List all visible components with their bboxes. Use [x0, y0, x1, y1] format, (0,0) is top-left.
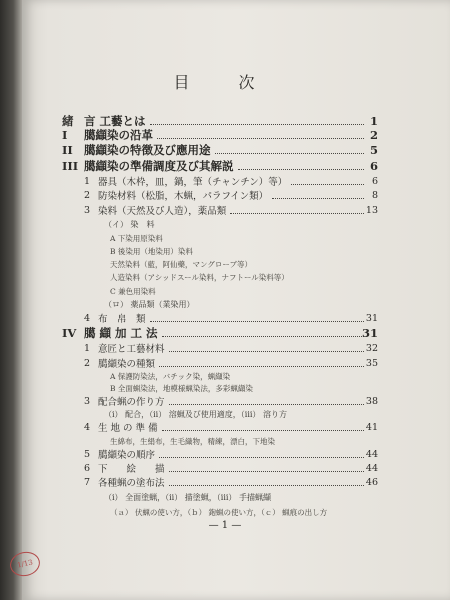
toc-entry [0, 505, 450, 519]
toc-entry-label: B 全面蝋染法，地模様蝋染法，多彩蝋纈染 [110, 383, 253, 393]
toc-entry-page: 2 [369, 128, 378, 142]
toc-entry-label: 器具（木枠，皿，鍋，筆（チャンチン）等） [98, 177, 288, 188]
toc-entry-page: 44 [365, 448, 378, 460]
dot-leader [159, 450, 364, 458]
dot-leader [238, 162, 365, 170]
toc-entry-label: 生綿布，生絹布，生毛織物，精練，漂白，下地染 [110, 436, 275, 446]
toc-entry [0, 394, 450, 408]
toc-entry-number: 2 [84, 189, 91, 201]
ink-stamp: 1/13 [8, 549, 42, 579]
dot-leader [162, 423, 364, 431]
toc-entry-page: 31 [365, 312, 378, 324]
toc-entry-number: 緒 [62, 114, 74, 128]
toc-entry-label: 各種蝋の塗布法 [98, 478, 165, 489]
toc-entry-page: 41 [365, 421, 378, 433]
toc-entry-label: A 保護防染法，バチック染，蝋纈染 [110, 371, 231, 381]
toc-entry [0, 475, 450, 489]
toc-entry [0, 257, 450, 271]
dot-leader [215, 146, 365, 154]
toc-entry-page: 5 [369, 143, 378, 157]
toc-entry-number: 3 [84, 395, 91, 407]
toc-entry-label: 下 絵 描 [98, 464, 165, 475]
toc-entry-label: 人造染料（アシッドスール染料，ナフトール染料等） [110, 272, 289, 282]
toc-entry-page: 35 [365, 357, 378, 369]
toc-entry-label: （i） 全面塗蝋，（ii） 描塗蝋，（iii） 手描蝋纈 [104, 492, 271, 502]
toc-entry [0, 311, 450, 325]
dot-leader [150, 314, 364, 322]
toc-entry-number: 2 [84, 357, 91, 369]
toc-entry-label: 臈纈染の種類 [98, 359, 156, 370]
dot-leader [272, 191, 364, 199]
toc-entry [0, 143, 450, 157]
dot-leader [169, 344, 364, 352]
toc-entry-number: 5 [84, 448, 91, 460]
toc-entry-label: 天然染料（藍，阿仙藥，マングローブ等） [110, 259, 252, 269]
toc-entry-page: 46 [365, 476, 378, 488]
toc-entry-label: （ロ） 薬品類（業染用） [104, 299, 195, 309]
toc-entry-page: 32 [365, 342, 378, 354]
toc-entry-label: B 後染用（地染用）染料 [110, 246, 193, 256]
toc-entry-label: 臈纈染の順序 [98, 450, 156, 461]
toc-entry [0, 490, 450, 504]
dot-leader [169, 478, 364, 486]
toc-entry-label: 防染材料（松脂，木蝋，パラフイン類） [98, 191, 269, 202]
toc-entry [0, 128, 450, 142]
toc-entry [0, 461, 450, 475]
toc-entry-number: 1 [84, 342, 91, 354]
toc-entry-label: 臈 纈 加 工 法 [84, 326, 158, 340]
dot-leader [230, 206, 364, 214]
toc-entry-page: 8 [371, 189, 378, 201]
toc-entry [0, 326, 450, 340]
toc-entry-number: 7 [84, 476, 91, 488]
toc-entry-number: 4 [84, 312, 91, 324]
toc-entry-label: 生 地 の 準 備 [98, 423, 158, 434]
toc-entry-number: 6 [84, 462, 91, 474]
dot-leader [291, 177, 364, 185]
dot-leader [169, 464, 364, 472]
toc-entry [0, 356, 450, 370]
toc-entry [0, 284, 450, 298]
toc-entry-page: 6 [371, 175, 378, 187]
toc-entry-number: 3 [84, 204, 91, 216]
toc-entry-label: （ａ） 伏蝋の使い方，（ｂ） 鉋蝋の使い方，（ｃ） 蝋痕の出し方 [110, 507, 328, 517]
toc-entry [0, 159, 450, 173]
toc-entry [0, 297, 450, 311]
toc-entry-label: （イ） 染 料 [104, 219, 155, 229]
toc-entry-label: C 兼色用染料 [110, 286, 156, 296]
dot-leader [150, 117, 364, 125]
toc-entry-label: 言 工藝とは [84, 114, 146, 128]
page-number: — 1 — [208, 520, 242, 531]
toc-entry-page: 31 [361, 326, 378, 340]
toc-entry [0, 114, 450, 128]
toc-entry [0, 434, 450, 448]
toc-entry-label: （i） 配合，（ii） 溶蝋及び使用適度，（iii） 溶り方 [104, 409, 287, 419]
toc-entry [0, 420, 450, 434]
dot-leader [159, 359, 364, 367]
toc-entry-page: 1 [369, 114, 378, 128]
dot-leader [157, 131, 364, 139]
toc-entry [0, 270, 450, 284]
toc-entry-page: 38 [365, 395, 378, 407]
toc-entry [0, 244, 450, 258]
toc-entry-label: 臈纈染の特徴及び應用途 [84, 143, 211, 157]
toc-entry-number: II [62, 143, 73, 157]
page-title: 目 次 [173, 73, 277, 92]
toc-entry-label: 布 帛 類 [98, 314, 146, 325]
toc-entry [0, 217, 450, 231]
toc-entry [0, 447, 450, 461]
dot-leader [169, 397, 364, 405]
toc-entry [0, 174, 450, 188]
toc-entry-label: 配合蝋の作り方 [98, 397, 165, 408]
toc-entry [0, 381, 450, 395]
toc-entry-label: 染料（天然及び人造），薬品類 [98, 206, 227, 217]
toc-entry [0, 407, 450, 421]
toc-entry-page: 6 [369, 159, 378, 173]
toc-entry-page: 44 [365, 462, 378, 474]
toc-entry [0, 188, 450, 202]
toc-entry-number: IV [62, 326, 77, 340]
toc-entry-number: 1 [84, 175, 91, 187]
toc-entry-label: 意匠と工藝材料 [98, 344, 165, 355]
toc-entry [0, 341, 450, 355]
dot-leader [162, 329, 364, 337]
toc-entry-label: 臈纈染の沿革 [84, 128, 153, 142]
toc-entry [0, 203, 450, 217]
toc-entry-number: 4 [84, 421, 91, 433]
toc-entry-number: III [62, 159, 79, 173]
toc-entry [0, 231, 450, 245]
toc-entry-label: 臈纈染の準備調度及び其解説 [84, 159, 234, 173]
toc-entry-number: I [62, 128, 68, 142]
toc-entry-page: 13 [365, 204, 378, 216]
toc-entry-label: A 下染用原染料 [110, 233, 163, 243]
